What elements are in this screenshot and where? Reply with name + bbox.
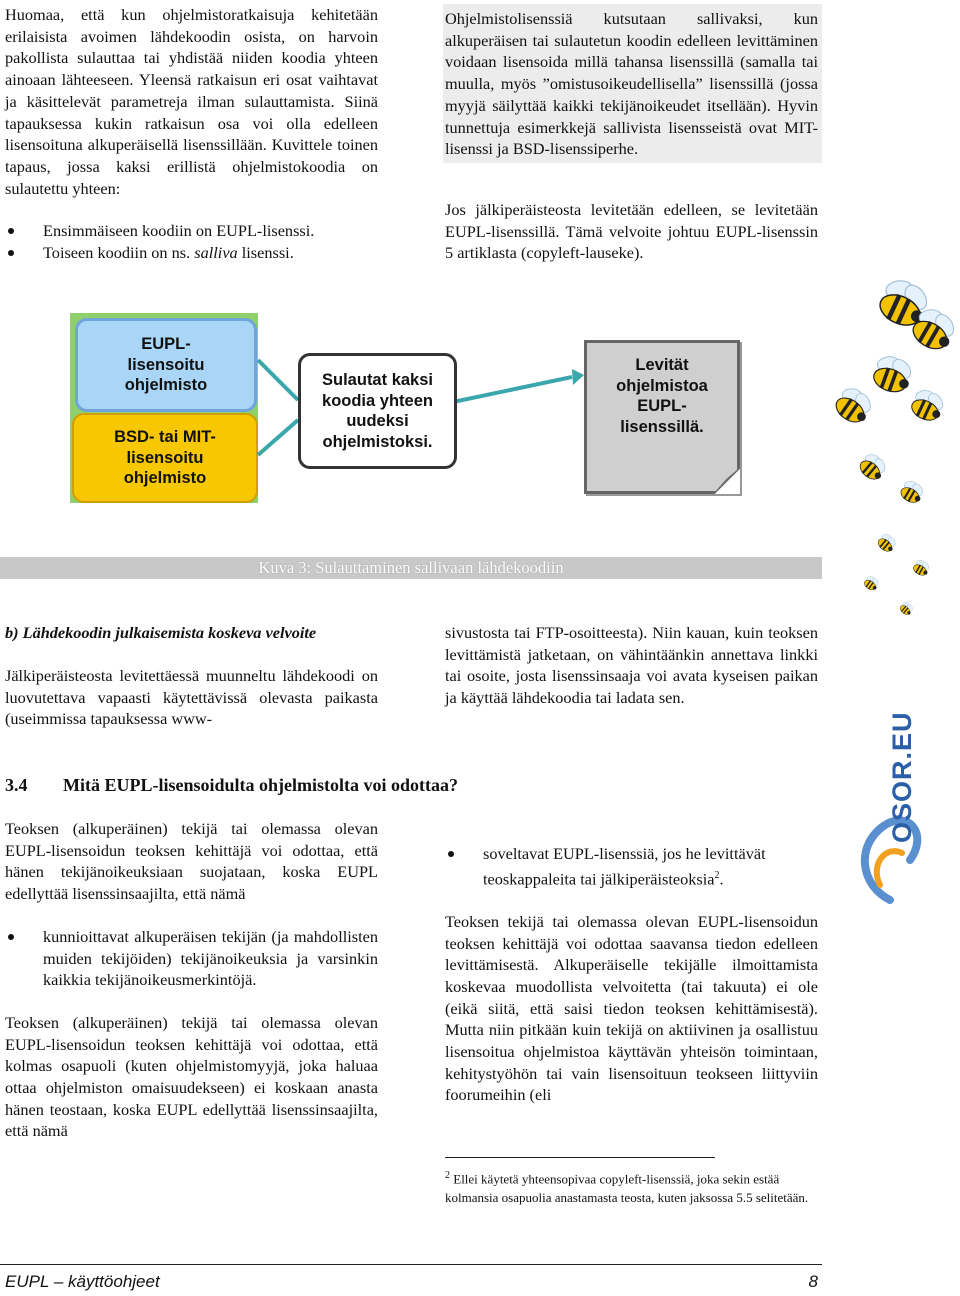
distribute-eupl-box: Levität ohjelmistoa EUPL-lisenssillä. [584,340,740,494]
merge-code-box: Sulautat kaksi koodia yhteen uudeksi ohjelmistoksi. [298,353,457,469]
permissive-definition: Ohjelmistolisenssiä kutsutaan sallivaksi, kun alkuperäisen tai sulautetun koodin edelleen levittäminen voidaan lisensoida millä tahansa lisenssillä (samalla tai muulla, myös ”omistusoikeudellisella” lisenssillä (jossa myyjä säilyttää kaikki tekijänoikeudet itsellään). Hyvin tunnettuja esimerkkejä sallivista lisensseistä ovat MIT-lisenssi ja BSD-lisenssiperhe. [443,4,822,163]
section-b-right-paragraph: sivustosta tai FTP-osoitteesta). Niin kauan, kuin teoksen levittämistä jatketaan, on vähintäänkin annettava linkki tai osoite, josta lisenssinsaaja voi avata kyseisen paikan ja käyttää lähdekoodia tai ladata sen. [445,623,818,708]
section-b-left-paragraph: Jälkiperäisteosta levitettäessä muunneltu lähdekoodi on luovutettava vapaasti käytettävissä olevasta paikasta (useimmissa tapauksessa www- [5,666,378,729]
footnote-rule [445,1157,715,1158]
permissive-definition-box [443,4,822,163]
osor-logo-text: OSOR.EU [887,711,917,843]
intro-block [5,4,378,264]
section-title: Mitä EUPL-lisensoidulta ohjelmistolta voi odottaa? [63,775,458,795]
bees-illustration [830,270,960,630]
right-bullet-item: soveltavat EUPL-lisenssiä, jos he levittävät teoskappaleita tai jälkiperäisteoksia$^2$. [445,843,818,890]
left-bullet-item: kunnioittavat alkuperäisen tekijän (ja mahdollisten muiden tekijöiden) tekijänoikeuksia ja varsinkin kaikkia tekijänoikeusmerkintöjä. [5,926,378,991]
right-paragraph: Teoksen tekijä tai olemassa olevan EUPL-lisensoidun teoksen kehittäjä voi odottaa saavansa tiedon edelleen levittämisestä. Alkuperäiselle tekijälle ilmoittamista koskevaa muodollista velvoitetta (tai takuuta) ei ole (eikä siitä, että saisi tiedon teoksen kehittämisestä). Mutta niin pitkään kuin tekijä on aktiivinen ja osallistuu lisensoitua ohjelmistoa käyttävän yhteisön toimintaan, kehitystyöhön tai vain lisensoituun teokseen liittyviin foorumeihin (eli [445,911,818,1105]
footer-title: EUPL – käyttöohjeet [5,1272,160,1291]
bsd-mit-software-box: BSD- tai MIT-lisensoitu ohjelmisto [72,413,258,503]
section-34-left-column [5,818,378,1142]
merge-diagram [60,310,820,510]
footnote: $^2$ Ellei käytetä yhteensopivaa copyleft-lisenssiä, joka sekin estää kolmansia osapuolia anastamasta teosta, kuten jaksossa 5.5 selitetään. [445,1170,809,1206]
section-34-right-column [445,843,818,1106]
intro-bullet-2: Toiseen koodiin on ns. salliva lisenssi. [5,242,378,264]
right-bullet-list [445,843,818,890]
page-number: 8 [808,1272,818,1291]
intro-bullet-1: Ensimmäiseen koodiin on EUPL-lisenssi. [5,220,378,242]
intro-bullet-list [5,220,378,263]
eupl-software-box: EUPL-lisensoitu ohjelmisto [75,318,257,412]
footer-rule [0,1264,822,1265]
left-paragraph-2: Teoksen (alkuperäinen) tekijä tai olemassa olevan EUPL-lisensoidun teoksen kehittäjä voi odottaa, että kolmas osapuoli (kuten ohjelmistomyyjä, joka haluaa ottaa ohjelmiston omaisuudekseen) ei koskaan anasta hänen teostaan, koska EUPL edellyttää lisenssinsaajilta, että nämä [5,1012,378,1141]
osor-logo [850,711,960,920]
page-curl-icon [714,468,740,494]
section-b-heading: b) Lähdekoodin julkaisemista koskeva velvoite [5,623,317,642]
section-number: 3.4 [5,775,28,795]
intro-paragraph: Huomaa, että kun ohjelmistoratkaisuja kehitetään erilaisista avoimen lähdekoodin osista, on harvoin pakollista sulauttaa tai yhdistää niiden koodia yhteen ainoaan lähteeseen. Yleensä ratkaisun eri osat vaihtavat ja käsittelevät parametreja ilman sulauttamista. Siinä tapauksessa kukin ratkaisun osa voi olla edelleen lisensoituna alkuperäisellä lisenssillään. Kuvittele toinen tapaus, jossa kaksi erillistä ohjelmistokoodia on sulautettu yhteen: [5,5,378,198]
derivative-paragraph: Jos jälkiperäisteosta levitetään edelleen, se levitetään EUPL-lisenssillä. Tämä velvoite johtuu EUPL-lisenssin 5 artiklasta (copyleft-lauseke). [445,200,818,263]
left-bullet-list [5,926,378,991]
figure-caption: Kuva 3: Sulauttaminen sallivaan lähdekoodiin [0,557,822,579]
left-paragraph-1: Teoksen (alkuperäinen) tekijä tai olemassa olevan EUPL-lisensoidun teoksen kehittäjä voi odottaa, että hänen tekijänoikeuksiaan suojataan, koska EUPL edellyttää lisenssinsaajilta, että nämä [5,819,378,904]
